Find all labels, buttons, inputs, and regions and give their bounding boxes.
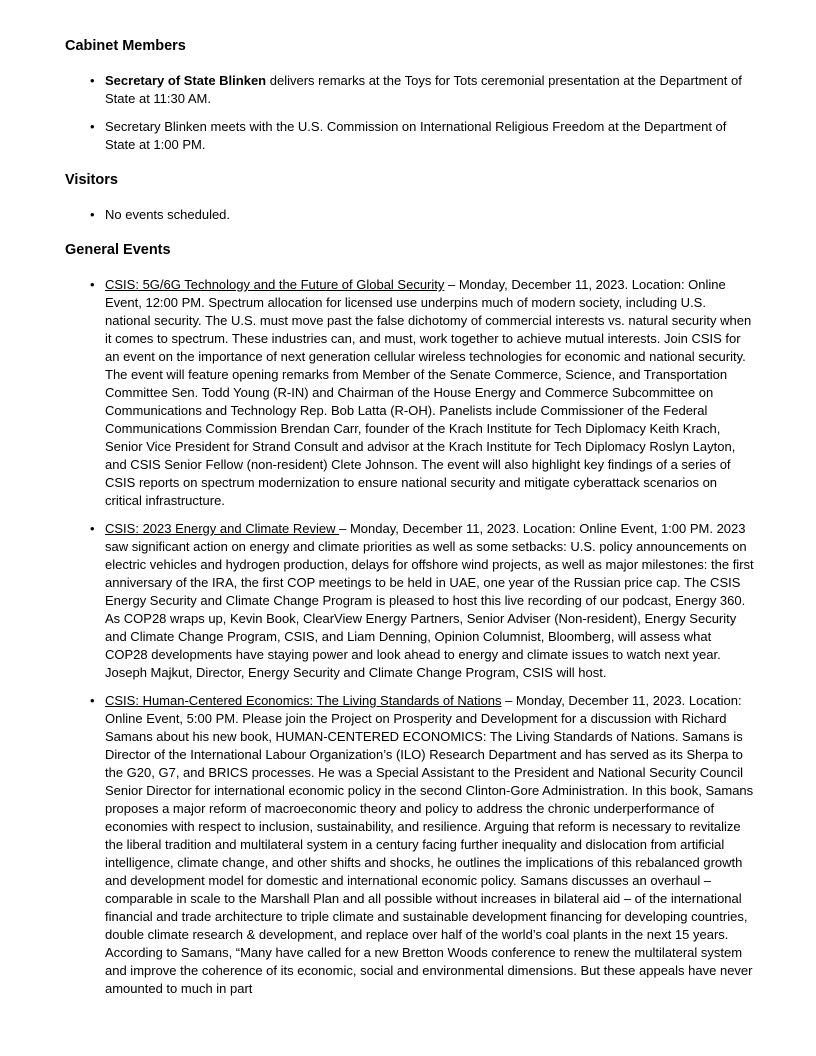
cabinet-members-list — [65, 72, 755, 154]
event-link-energy-climate-review[interactable]: CSIS: 2023 Energy and Climate Review — [105, 521, 340, 536]
list-item — [65, 118, 755, 154]
event-item — [65, 276, 755, 510]
visitors-list — [65, 206, 755, 224]
event-item — [65, 520, 755, 682]
item-lead-bold: Secretary of State Blinken — [105, 73, 267, 88]
section-heading-general-events: General Events — [65, 242, 171, 258]
item-text: Secretary Blinken meets with the U.S. Commission on International Religious Freedom at the Department of State at 1:00 PM. — [105, 119, 727, 152]
item-text: No events scheduled. — [105, 207, 231, 222]
event-link-5g-6g[interactable]: CSIS: 5G/6G Technology and the Future of Global Security — [105, 277, 445, 292]
general-events-list — [65, 276, 755, 998]
section-heading-visitors: Visitors — [65, 172, 118, 188]
list-item — [65, 72, 755, 108]
list-item — [65, 206, 755, 224]
event-item — [65, 692, 755, 998]
item-text: delivers remarks at the Toys for Tots ceremonial presentation at the Department of State at 11:30 AM. — [105, 73, 742, 106]
event-description: – Monday, December 11, 2023. Location: Online Event, 12:00 PM. Spectrum allocation for licensed use underpins much of modern society, including U.S. national security. The U.S. must move past the false dichotomy of commercial interests vs. natural security when it comes to spectrum. These industries can, and must, work together to achieve mutual interests. Join CSIS for an event on the importance of next generation cellular wireless technologies for economic and national security. The event will feature opening remarks from Member of the Senate Commerce, Science, and Transportation Committee Sen. Todd Young (R-IN) and Chairman of the House Energy and Commerce Subcommittee on Communications and Technology Rep. Bob Latta (R-OH). Panelists include Commissioner of the Federal Communications Commission Brendan Carr, founder of the Krach Institute for Tech Diplomacy Keith Krach, Senior Vice President for Strand Consult and advisor at the Krach Institute for Tech Diplomacy Roslyn Layton, and CSIS Senior Fellow (non-resident) Clete Johnson. The event will also highlight key findings of a series of CSIS reports on spectrum modernization to ensure national security and mitigate cyberattack scenarios on critical infrastructure. — [105, 277, 752, 508]
event-description: – Monday, December 11, 2023. Location: Online Event, 5:00 PM. Please join the Project on Prosperity and Development for a discussion with Richard Samans about his new book, HUMAN-CENTERED ECONOMICS: The Living Standards of Nations. Samans is Director of the International Labour Organization’s (ILO) Research Department and has served as its Sherpa to the G20, G7, and BRICS processes. He was a Special Assistant to the President and National Security Council Senior Director for international economic policy in the second Clinton-Gore Administration. In this book, Samans proposes a major reform of macroeconomic theory and policy to address the chronic underperformance of economies with respect to inclusion, sustainability, and resilience. Arguing that reform is necessary to revitalize the liberal tradition and multilateral system in a century facing further inequality and dislocation from artificial intelligence, climate change, and other shifts and shocks, he outlines the implications of this rebalanced growth and development model for domestic and international economic policy. Samans discusses an overhaul – comparable in scale to the Marshall Plan and all possible without increases in bilateral aid – of the international financial and trade architecture to triple climate and sustainable development financing for developing countries, double climate research & development, and replace over half of the world’s coal plants in the next 15 years. According to Samans, “Many have called for a new Bretton Woods conference to renew the multilateral system and improve the coherence of its economic, social and environmental dimensions. But these appeals have never amounted to much in part — [105, 693, 754, 996]
event-description: – Monday, December 11, 2023. Location: Online Event, 1:00 PM. 2023 saw significant action on energy and climate priorities as well as some setbacks: U.S. policy announcements on electric vehicles and hydrogen production, delays for offshore wind projects, as well as major milestones: the first anniversary of the IRA, the first COP meetings to be held in UAE, one year of the Russian price cap. The CSIS Energy Security and Climate Change Program is pleased to host this live recording of our podcast, Energy 360. As COP28 wraps up, Kevin Book, ClearView Energy Partners, Senior Adviser (Non-resident), Energy Security and Climate Change Program, CSIS, and Liam Denning, Opinion Columnist, Bloomberg, will assess what COP28 developments have staying power and look ahead to energy and climate issues to watch next year. Joseph Majkut, Director, Energy Security and Climate Change Program, CSIS will host. — [105, 521, 754, 680]
section-heading-cabinet-members: Cabinet Members — [65, 38, 186, 54]
event-link-human-centered-economics[interactable]: CSIS: Human-Centered Economics: The Living Standards of Nations — [105, 693, 502, 708]
document-page — [65, 36, 755, 998]
